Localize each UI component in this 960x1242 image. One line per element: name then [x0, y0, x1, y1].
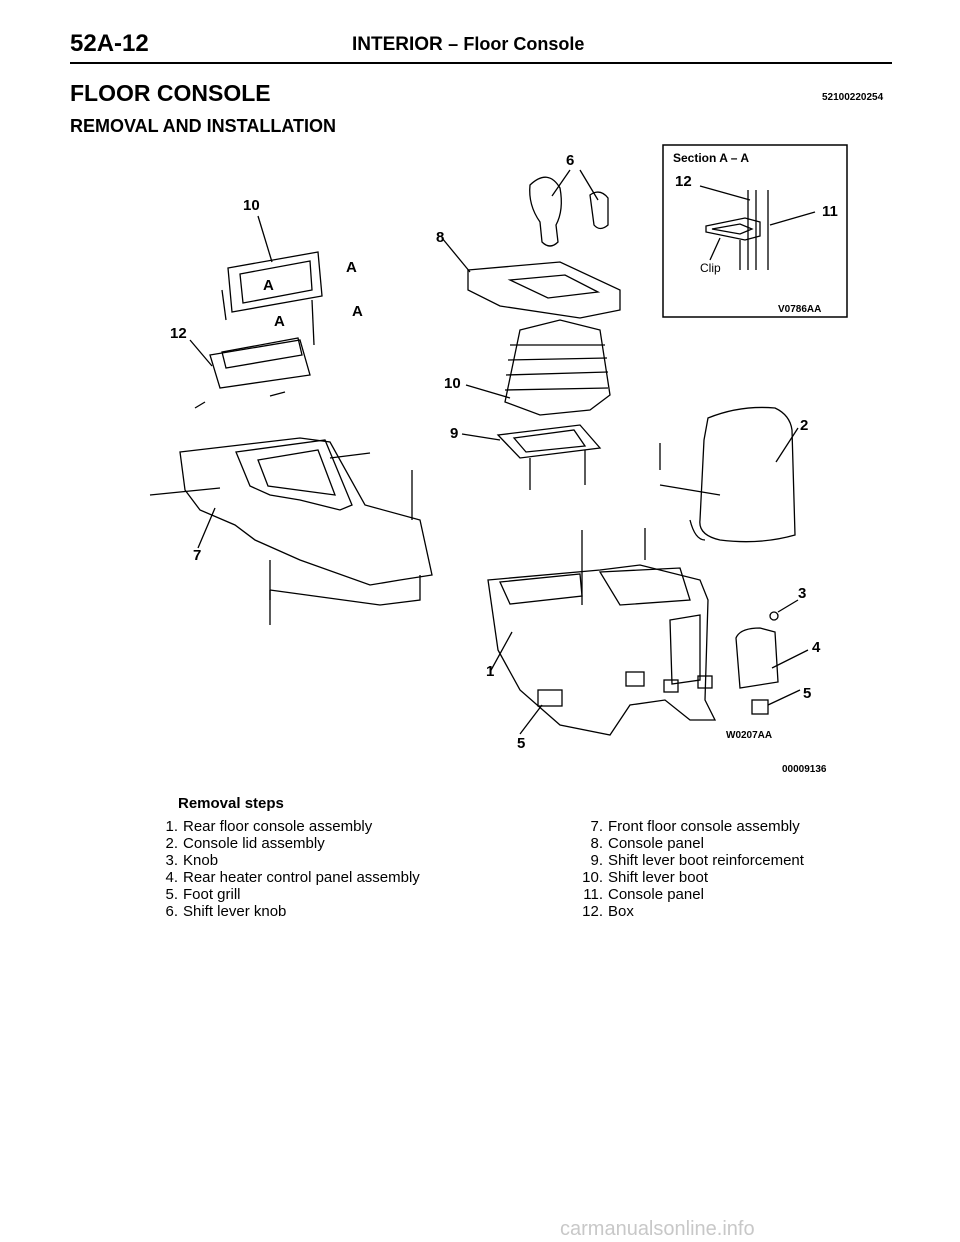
front-floor-console-7-drawing [150, 438, 432, 625]
list-item: 10. Shift lever boot [582, 869, 709, 886]
figure-code: 00009136 [782, 764, 827, 775]
heater-control-panel-4-drawing [736, 628, 808, 688]
lower-code: W0207AA [726, 730, 773, 741]
list-item: 4. Rear heater control panel assembly [165, 869, 420, 886]
callout-10: 10 [444, 375, 461, 392]
list-item: 6. Shift lever knob [165, 903, 287, 920]
inset-clip-drawing [700, 186, 815, 270]
foot-grill-5-left-drawing [520, 690, 562, 734]
callout-4: 4 [812, 639, 821, 656]
list-item: 5. Foot grill [165, 886, 241, 903]
list-item: 8. Console panel [590, 835, 704, 852]
callout-7: 7 [193, 547, 202, 564]
header-section: INTERIOR [352, 34, 443, 55]
page-code: 52A-12 [70, 30, 149, 57]
inset-callout-12: 12 [675, 173, 692, 190]
inset-title: Section A – A [673, 151, 750, 165]
callout-5-left: 5 [517, 735, 526, 752]
callout-12: 12 [170, 325, 187, 342]
section-marker-a3: A [274, 313, 285, 330]
callout-9: 9 [450, 425, 459, 442]
subsection-title: REMOVAL AND INSTALLATION [70, 116, 336, 136]
removal-steps-left [155, 818, 420, 920]
section-marker-a1: A [346, 259, 357, 276]
rear-floor-console-1-drawing [488, 528, 715, 735]
section-title: FLOOR CONSOLE [70, 80, 271, 106]
removal-steps-heading: Removal steps [178, 795, 284, 812]
watermark: carmanualsonline.info [560, 1218, 755, 1240]
callout-5-right: 5 [803, 685, 812, 702]
callout-6: 6 [566, 152, 575, 169]
console-lid-2-drawing [660, 407, 798, 541]
box-12-drawing [190, 338, 310, 408]
list-item: 2. Console lid assembly [165, 835, 325, 852]
shift-lever-boot-10-drawing [466, 320, 610, 415]
inset-clip-label: Clip [700, 261, 721, 275]
document-code: 52100220254 [822, 92, 884, 103]
knob-3-drawing [770, 600, 798, 620]
shift-lever-knob-6-drawing [530, 170, 608, 246]
list-item: 7. Front floor console assembly [590, 818, 800, 835]
callout-3: 3 [798, 585, 807, 602]
callout-1: 1 [486, 663, 495, 680]
callout-8: 8 [436, 229, 445, 246]
list-item: 1. Rear floor console assembly [165, 818, 373, 835]
header-subsection: Floor Console [463, 34, 585, 54]
console-panel-8-drawing [442, 238, 620, 318]
callout-2: 2 [800, 417, 809, 434]
list-item: 11. Console panel [583, 886, 704, 903]
header-title [352, 34, 584, 56]
inset-code: V0786AA [778, 304, 822, 315]
inset-frame [663, 145, 847, 317]
foot-grill-5-right-drawing [752, 690, 800, 714]
callout-11: 10 [243, 197, 260, 214]
header-divider [70, 62, 892, 64]
list-item: 9. Shift lever boot reinforcement [590, 852, 804, 869]
boot-reinforcement-9-drawing [462, 425, 600, 490]
section-marker-a4: A [352, 303, 363, 320]
inset-callout-11: 11 [822, 203, 838, 220]
removal-steps-right [580, 818, 804, 920]
list-item: 12. Box [582, 903, 634, 920]
section-marker-a2: A [263, 277, 274, 294]
header-separator: – [448, 34, 459, 54]
exploded-view-diagram [140, 138, 860, 778]
list-item: 3. Knob [165, 852, 219, 869]
